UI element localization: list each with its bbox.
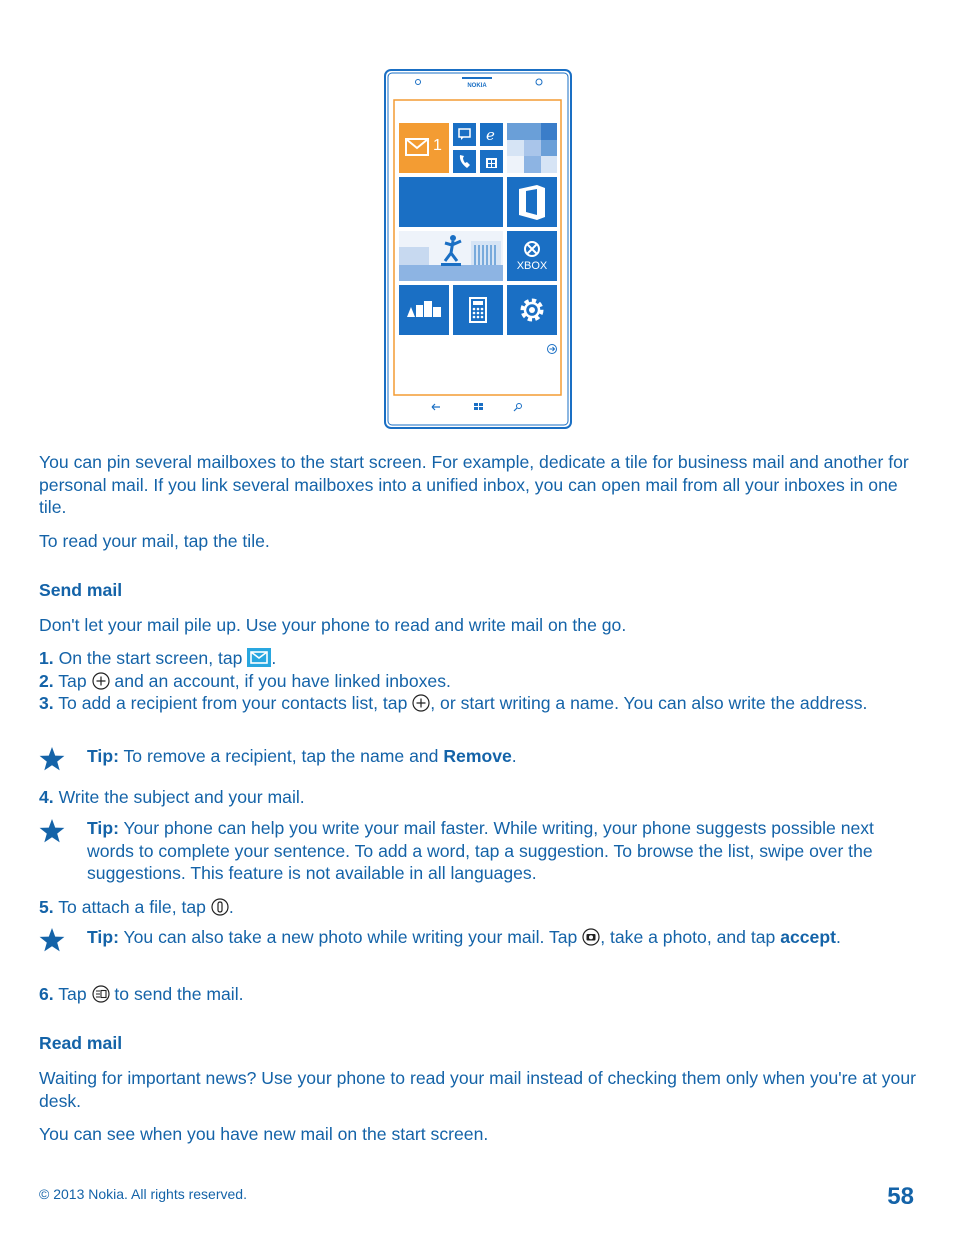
city-icon [399, 285, 449, 335]
step-text: To attach a file, tap [58, 897, 206, 917]
step-text-end: , or start writing a name. You can also write the address. [430, 693, 868, 713]
photo-tile[interactable] [399, 231, 503, 281]
office-icon [507, 177, 557, 227]
read-mail-paragraph: Waiting for important news? Use your phone to read your mail instead of checking them only when you're at your desk. [39, 1068, 916, 1111]
photos-mosaic [507, 123, 557, 173]
step-text-end: . [228, 897, 234, 917]
add-circle-icon [412, 694, 430, 712]
attach-icon [211, 898, 229, 916]
read-tip-paragraph: To read your mail, tap the tile. [39, 531, 270, 551]
store-tile[interactable] [480, 150, 503, 173]
page-number: 58 [887, 1183, 914, 1210]
step-number: 6. [39, 984, 54, 1004]
messaging-icon [453, 123, 476, 146]
svg-text:e: e [486, 126, 495, 144]
tip-text-mid: , take a photo, and tap [600, 927, 776, 947]
tip-3 [87, 926, 919, 949]
xbox-label: XBOX [516, 260, 548, 272]
tip-text: To remove a recipient, tap the name and [123, 746, 439, 766]
tip-2 [87, 817, 919, 885]
step-number: 4. [39, 787, 54, 807]
step-text-end: and an account, if you have linked inboxes. [114, 671, 451, 691]
step-text-end: to send the mail. [114, 984, 244, 1004]
calculator-icon [453, 285, 503, 335]
step-text: Write the subject and your mail. [58, 787, 305, 807]
phone-illustration [384, 69, 572, 429]
gear-icon [507, 285, 557, 335]
send-mail-heading: Send mail [39, 580, 123, 600]
store-icon [480, 150, 503, 173]
tip-1 [87, 745, 919, 768]
tip-text-end: . [835, 927, 841, 947]
step-2 [39, 670, 919, 693]
tip-label: Tip: [87, 818, 119, 838]
step-text-end: . [271, 648, 277, 668]
camera-icon [582, 928, 600, 946]
step-3 [39, 692, 919, 715]
calculator-tile[interactable] [453, 285, 503, 335]
phone-tile[interactable] [453, 150, 476, 173]
ie-icon [480, 123, 503, 146]
copyright: © 2013 Nokia. All rights reserved. [39, 1186, 247, 1202]
mail-tile-count: 1 [433, 137, 442, 154]
maps-tile[interactable] [399, 285, 449, 335]
xbox-tile[interactable] [507, 231, 557, 281]
mail-tile[interactable] [399, 123, 449, 173]
arrow-right-icon[interactable] [546, 343, 558, 355]
add-circle-icon [92, 672, 110, 690]
photos-tile[interactable] [507, 123, 557, 173]
tip-text: Your phone can help you write your mail faster. While writing, your phone suggests possible next words to complete your sentence. To add a word, tap a suggestion. To browse the list, swipe over the suggestions. This feature is not available in all languages. [87, 818, 874, 883]
step-6 [39, 983, 919, 1006]
star-icon [38, 745, 66, 773]
wide-tile[interactable] [399, 177, 503, 227]
read-mail-paragraph-2: You can see when you have new mail on the start screen. [39, 1124, 489, 1144]
settings-tile[interactable] [507, 285, 557, 335]
step-text: To add a recipient from your contacts list, tap [58, 693, 408, 713]
skater-photo [399, 231, 503, 281]
tip-text-end: . [511, 746, 517, 766]
tip-label: Tip: [87, 927, 119, 947]
tip-bold: accept [780, 927, 836, 947]
step-text: On the start screen, tap [58, 648, 243, 668]
step-text: Tap [58, 671, 87, 691]
read-mail-heading: Read mail [39, 1033, 123, 1053]
phone-brand: NOKIA [467, 83, 487, 89]
step-number: 5. [39, 897, 54, 917]
step-number: 3. [39, 693, 54, 713]
tip-text: You can also take a new photo while writing your mail. Tap [123, 927, 578, 947]
mail-icon [247, 648, 271, 667]
step-text: Tap [58, 984, 87, 1004]
step-number: 1. [39, 648, 54, 668]
office-tile[interactable] [507, 177, 557, 227]
tip-bold: Remove [443, 746, 512, 766]
mail-icon [405, 138, 435, 160]
tip-label: Tip: [87, 746, 119, 766]
intro-paragraph: You can pin several mailboxes to the start screen. For example, dedicate a tile for business mail and another for personal mail. If you link several mailboxes into a unified inbox, you can open mail from all your inboxes in one tile. [39, 452, 909, 517]
step-4 [39, 786, 919, 809]
star-icon [38, 817, 66, 845]
star-icon [38, 926, 66, 954]
step-5 [39, 896, 919, 919]
messaging-tile[interactable] [453, 123, 476, 146]
phone-call-icon [453, 150, 476, 173]
step-1 [39, 647, 919, 670]
send-mail-intro: Don't let your mail pile up. Use your phone to read and write mail on the go. [39, 615, 627, 635]
ie-tile[interactable] [480, 123, 503, 146]
step-number: 2. [39, 671, 54, 691]
send-icon [92, 985, 110, 1003]
